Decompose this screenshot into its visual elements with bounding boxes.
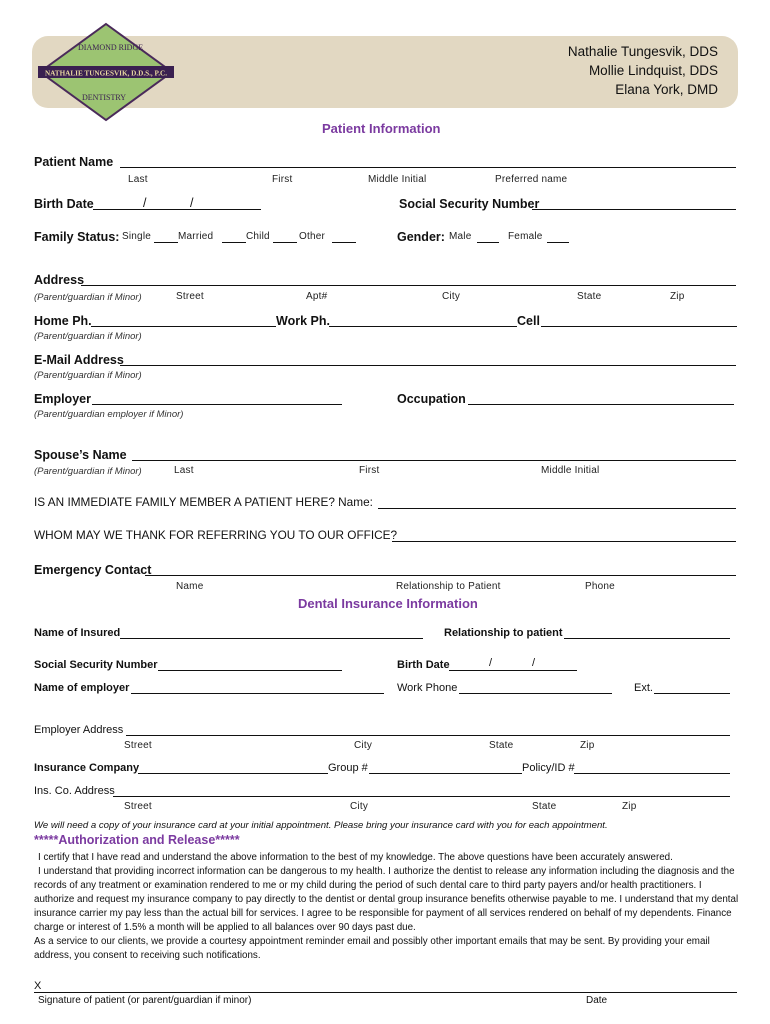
male-field[interactable] (477, 242, 499, 243)
sub-label: First (359, 465, 380, 476)
sub-label: Relationship to Patient (396, 581, 501, 592)
sub-label: City (350, 801, 369, 812)
ins-work-phone-label: Work Phone (397, 682, 458, 694)
occupation-field[interactable] (468, 404, 734, 405)
option-married: Married (178, 231, 214, 242)
date-slash: / (143, 196, 147, 210)
practice-logo (36, 22, 176, 122)
sub-label: Last (174, 465, 194, 476)
sub-label: Street (124, 801, 152, 812)
sub-label: State (577, 291, 602, 302)
authorization-paragraph: I understand that providing incorrect information can be dangerous to my health. I authorize the dentist to release any information including the diagnosis and the records of any treatment or examination rendered to me or my child during the period of such dental care to third party payers and/or health practitioners. I authorize and request my insurance company to pay directly to the dentist or dental group insurance benefits otherwise payable to me. I understand that my dental insurance carrier my pay less than the actual bill for services. I agree to be responsible for payment of all services rendered on behalf of my dependents. Finance charge or interest of 1.5% a month will be applied to all balances over 90 days past due. (34, 866, 739, 933)
cell-field[interactable] (541, 326, 737, 327)
sub-label: First (272, 174, 293, 185)
insured-birth-label: Birth Date (397, 659, 450, 671)
insurance-company-field[interactable] (138, 773, 328, 774)
ext-label: Ext. (634, 682, 653, 694)
sub-label: Middle Initial (541, 465, 600, 476)
other-field[interactable] (332, 242, 356, 243)
authorization-title: *****Authorization and Release***** (34, 833, 240, 847)
email-label: E-Mail Address (34, 353, 124, 367)
employer-field[interactable] (92, 404, 342, 405)
email-field[interactable] (120, 365, 736, 366)
date-slash: / (532, 657, 536, 669)
sub-label: Apt# (306, 291, 328, 302)
sub-label: Name (176, 581, 204, 592)
sub-label: Zip (622, 801, 637, 812)
emergency-contact-label: Emergency Contact (34, 563, 152, 577)
signature-label: Signature of patient (or parent/guardian if minor) (38, 995, 252, 1006)
policy-label: Policy/ID # (522, 762, 575, 774)
ssn-label: Social Security Number (399, 197, 540, 211)
referral-field[interactable] (392, 541, 736, 542)
ext-field[interactable] (654, 693, 730, 694)
employer-address-field[interactable] (126, 735, 730, 736)
date-slash: / (190, 196, 194, 210)
option-single: Single (122, 231, 151, 242)
insured-name-field[interactable] (120, 638, 423, 639)
birth-date-label: Birth Date (34, 197, 94, 211)
sub-label: Middle Initial (368, 174, 427, 185)
option-child: Child (246, 231, 270, 242)
married-field[interactable] (222, 242, 246, 243)
sub-label: Zip (580, 740, 595, 751)
insurance-company-label: Insurance Company (34, 762, 140, 774)
work-phone-label: Work Ph. (276, 314, 330, 328)
sub-label: Street (124, 740, 152, 751)
ssn-field[interactable] (532, 209, 736, 210)
guardian-employer-note: (Parent/guardian employer if Minor) (34, 409, 184, 420)
sub-label: State (532, 801, 557, 812)
insured-name-label: Name of Insured (34, 627, 121, 639)
signature-field[interactable] (34, 992, 737, 993)
doctor-name: Nathalie Tungesvik, DDS (567, 44, 718, 59)
group-label: Group # (328, 762, 368, 774)
cell-label: Cell (517, 314, 540, 328)
doctor-name: Mollie Lindquist, DDS (588, 63, 718, 78)
insurance-card-note: We will need a copy of your insurance card at your initial appointment. Please bring your insurance card with you for each appointment. (34, 820, 608, 831)
family-status-label: Family Status: (34, 230, 120, 244)
address-field[interactable] (81, 285, 736, 286)
logo-band-text: NATHALIE TUNGESVIK, D.D.S., P.C. (44, 69, 168, 78)
authorization-paragraph: As a service to our clients, we provide a courtesy appointment reminder email and possibly other important emails that may be sent. By providing your email address, you consent to receiving such notifications. (34, 936, 710, 961)
ins-co-address-field[interactable] (113, 796, 730, 797)
sub-label: City (442, 291, 461, 302)
authorization-paragraph: I certify that I have read and understand the above information to the best of my knowledge. The above questions have been accurately answered. (38, 852, 673, 863)
ins-work-phone-field[interactable] (459, 693, 612, 694)
date-slash: / (489, 657, 493, 669)
patient-name-label: Patient Name (34, 155, 114, 169)
doctor-name: Elana York, DMD (615, 82, 718, 97)
occupation-label: Occupation (397, 392, 466, 406)
birth-date-field[interactable] (93, 209, 261, 210)
spouse-name-label: Spouse’s Name (34, 448, 127, 462)
single-field[interactable] (154, 242, 178, 243)
ins-co-address-label: Ins. Co. Address (34, 785, 115, 797)
female-field[interactable] (547, 242, 569, 243)
child-field[interactable] (273, 242, 297, 243)
employer-name-field[interactable] (131, 693, 384, 694)
gender-label: Gender: (397, 230, 445, 244)
patient-name-field[interactable] (120, 167, 736, 168)
section-title-patient: Patient Information (322, 121, 441, 136)
spouse-name-field[interactable] (132, 460, 736, 461)
employer-address-label: Employer Address (34, 724, 124, 736)
address-label: Address (34, 273, 85, 287)
logo-top-text: DIAMOND RIDGE (78, 43, 144, 52)
guardian-note: (Parent/guardian if Minor) (34, 331, 142, 342)
signature-x-mark: X (34, 980, 42, 992)
sub-label: Phone (585, 581, 615, 592)
employer-name-label: Name of employer (34, 682, 130, 694)
option-male: Male (449, 231, 472, 242)
section-title-insurance: Dental Insurance Information (298, 596, 478, 611)
policy-field[interactable] (574, 773, 730, 774)
sub-label: City (354, 740, 373, 751)
group-field[interactable] (369, 773, 522, 774)
relationship-label: Relationship to patient (444, 627, 563, 639)
guardian-note: (Parent/guardian if Minor) (34, 466, 142, 477)
sub-label: Street (176, 291, 204, 302)
family-member-field[interactable] (378, 508, 736, 509)
work-phone-field[interactable] (329, 326, 517, 327)
sub-label: Preferred name (495, 174, 568, 185)
option-other: Other (299, 231, 326, 242)
guardian-note: (Parent/guardian if Minor) (34, 292, 142, 303)
emergency-contact-field[interactable] (145, 575, 736, 576)
date-label: Date (586, 995, 608, 1006)
employer-label: Employer (34, 392, 91, 406)
insured-ssn-label: Social Security Number (34, 659, 158, 671)
guardian-note: (Parent/guardian if Minor) (34, 370, 142, 381)
option-female: Female (508, 231, 543, 242)
family-member-question: IS AN IMMEDIATE FAMILY MEMBER A PATIENT HERE? Name: (34, 495, 373, 509)
sub-label: State (489, 740, 514, 751)
logo-bottom-text: DENTISTRY (82, 93, 126, 102)
home-phone-label: Home Ph. (34, 314, 92, 328)
sub-label: Last (128, 174, 148, 185)
home-phone-field[interactable] (91, 326, 276, 327)
referral-question: WHOM MAY WE THANK FOR REFERRING YOU TO OUR OFFICE? (34, 528, 398, 542)
sub-label: Zip (670, 291, 685, 302)
insured-birth-field[interactable] (449, 670, 577, 671)
insured-ssn-field[interactable] (158, 670, 342, 671)
relationship-field[interactable] (564, 638, 730, 639)
